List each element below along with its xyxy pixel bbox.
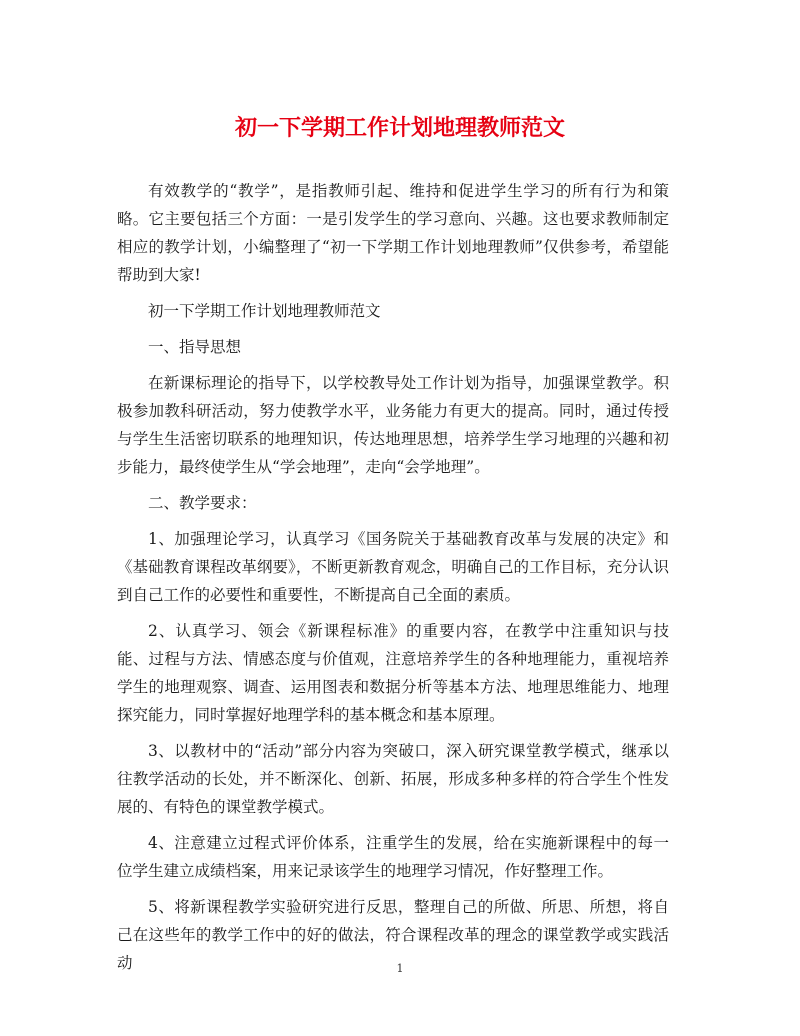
document-body [117,177,669,985]
section-heading-teaching-requirements: 二、教学要求： [148,494,257,512]
requirement-item-4: 4、注意建立过程式评价体系，注重学生的发展，给在实施新课程中的每一位学生建立成绩档案，用来记录该学生的地理学习情况，作好整理工作。 [117,834,669,880]
intro-paragraph: 有效教学的“教学”，是指教师引起、维持和促进学生学习的所有行为和策略。它主要包括三个方面：一是引发学生的学习意向、兴趣。这也要求教师制定相应的教学计划，小编整理了“初一下学期工作计划地理教师”仅供参考，希望能帮助到大家! [117,182,669,284]
requirement-item-5: 5、将新课程教学实验研究进行反思，整理自己的所做、所思、所想，将自己在这些年的教学工作中的好的做法，符合课程改革的理念的课堂教学或实践活动 [117,898,669,972]
guiding-thought-paragraph: 在新课标理论的指导下，以学校教导处工作计划为指导，加强课堂教学。积极参加教科研活动，努力使教学水平，业务能力有更大的提高。同时，通过传授与学生生活密切联系的地理知识，传达地理思想，培养学生学习地理的兴趣和初步能力，最终使学生从“学会地理”，走向“会学地理”。 [117,374,669,476]
requirement-item-2: 2、认真学习、领会《新课程标准》的重要内容，在教学中注重知识与技能、过程与方法、情感态度与价值观，注意培养学生的各种地理能力，重视培养学生的地理观察、调查、运用图表和数据分析等基本方法、地理思维能力、地理探究能力，同时掌握好地理学科的基本概念和基本原理。 [117,622,669,724]
section-heading-guiding-thought: 一、指导思想 [148,338,242,356]
document-title: 初一下学期工作计划地理教师范文 [234,115,565,141]
requirement-item-3: 3、以教材中的“活动”部分内容为突破口，深入研究课堂教学模式，继承以往教学活动的长处，并不断深化、创新、拓展，形成多种多样的符合学生个性发展的、有特色的课堂教学模式。 [117,742,669,816]
requirement-item-1: 1、加强理论学习，认真学习《国务院关于基础教育改革与发展的决定》和《基础教育课程改革纲要》，不断更新教育观念，明确自己的工作目标，充分认识到自己工作的必要性和重要性，不断提高自己全面的素质。 [117,530,669,604]
page-number: 1 [396,962,404,975]
subtitle-paragraph: 初一下学期工作计划地理教师范文 [148,302,381,320]
